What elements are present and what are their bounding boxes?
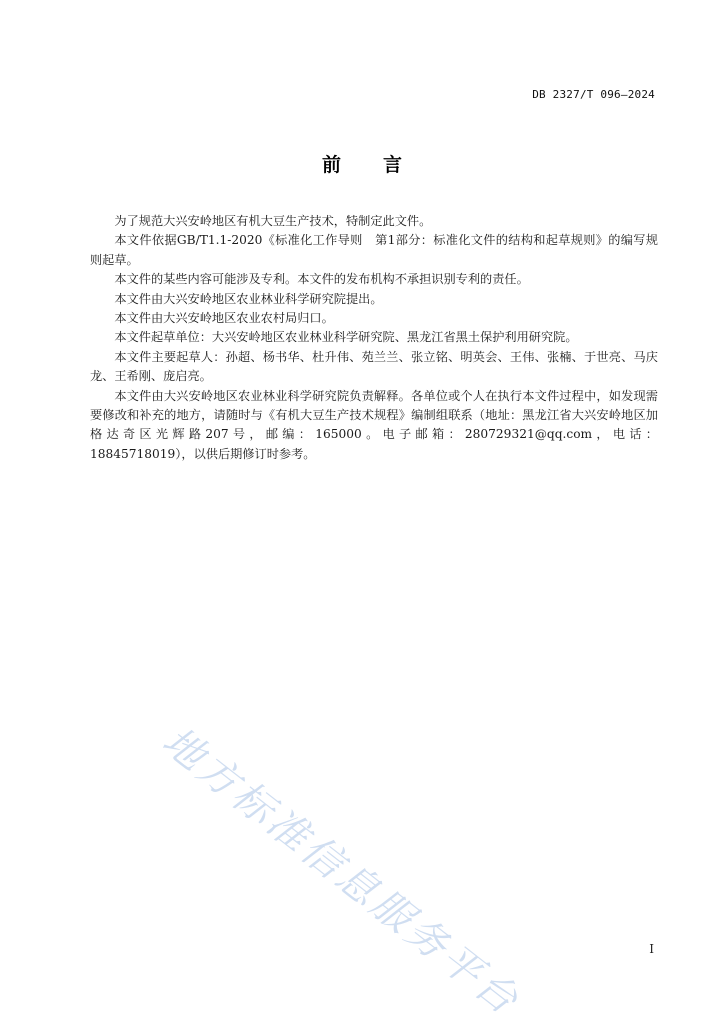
paragraph-purpose: 为了规范大兴安岭地区有机大豆生产技术，特制定此文件。 (114, 214, 432, 228)
document-code: DB 2327/T 096—2024 (532, 88, 655, 101)
paragraph-interpretation: 本文件由大兴安岭地区农业林业科学研究院负责解释。各单位或个人在执行本文件过程中，如发现需要修改和补充的地方，请随时与《有机大豆生产技术规程》编制组联系（地址：黑龙江省大兴安岭地区加格达奇区光辉路207号，邮编：165000。电子邮箱：280729321@qq.com，电话：18845718019），以供后期修订时参考。 (90, 388, 658, 461)
paragraph-drafters: 本文件主要起草人：孙超、杨书华、杜升伟、苑兰兰、张立铭、明英会、王伟、张楠、于世亮、马庆龙、王希刚、庞启亮。 (90, 349, 658, 384)
paragraph-patent-notice: 本文件的某些内容可能涉及专利。本文件的发布机构不承担识别专利的责任。 (114, 272, 529, 287)
paragraph-proposer: 本文件由大兴安岭地区农业林业科学研究院提出。 (114, 291, 383, 306)
paragraph-drafting-basis: 本文件依据GB/T1.1-2020《标准化工作导则 第1部分：标准化文件的结构和起草规则》的编写规则起草。 (90, 233, 658, 267)
foreword-body (90, 212, 658, 464)
paragraph-drafting-units: 本文件起草单位：大兴安岭地区农业林业科学研究院、黑龙江省黑土保护利用研究院。 (114, 330, 578, 345)
watermark: 地方标准信息服务平台 (153, 718, 529, 1026)
paragraph-responsible-authority: 本文件由大兴安岭地区农业农村局归口。 (114, 311, 334, 326)
page-title: 前言 (321, 154, 444, 176)
page-number: I (649, 942, 654, 956)
